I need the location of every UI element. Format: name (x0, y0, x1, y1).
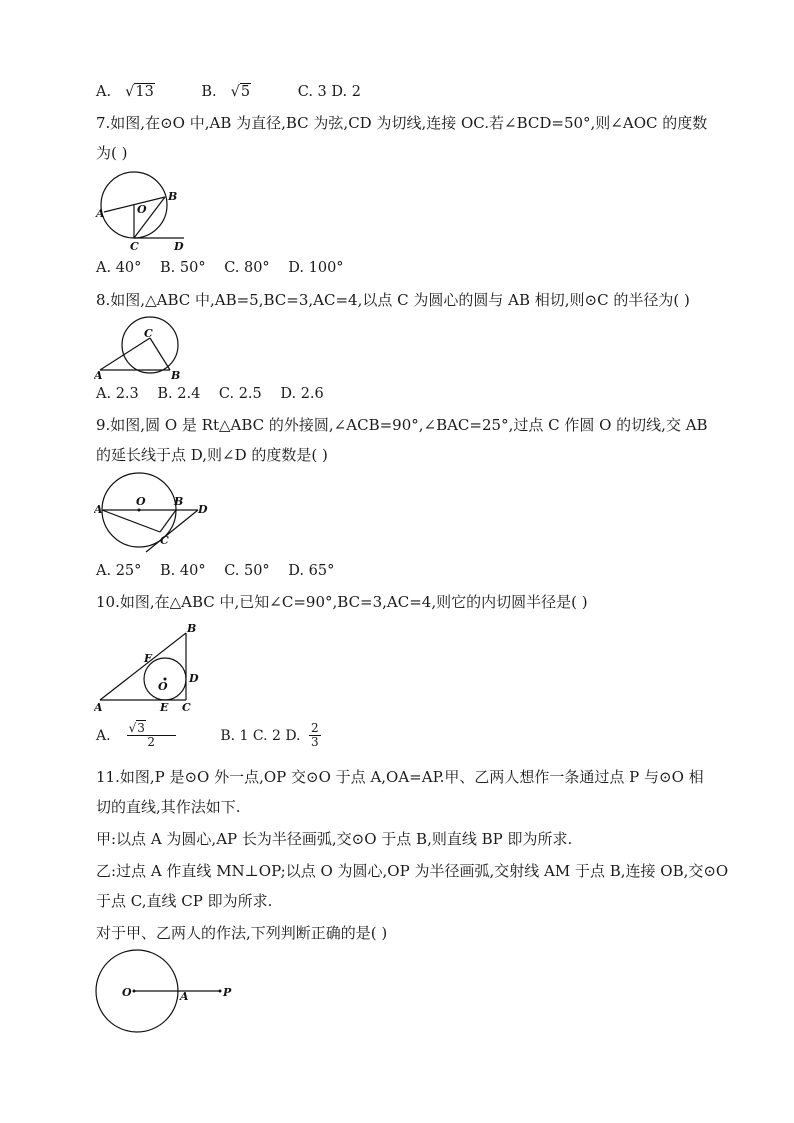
q9-stem-line-1: 9.如图,圆 O 是 Rt△ABC 的外接圆,∠ACB=90°,∠BAC=25°,过点 C 作圆 O 的切线,交 AB (96, 416, 708, 434)
q10-label-c: C (182, 701, 191, 714)
q6-option-b: B. √5 (201, 84, 251, 100)
q9-label-b: B (174, 495, 184, 508)
q6-option-a: A. √13 (96, 84, 154, 100)
q7-options (96, 258, 358, 278)
q7-label-b: B (168, 190, 178, 203)
q9-label-o: O (136, 495, 146, 508)
q10-option-d-fraction: $\frac{2}{3}$ (310, 721, 319, 749)
q7-option-a: A. 40° (96, 260, 142, 276)
q9-label-a: A (94, 503, 103, 516)
q10-label-d: D (189, 672, 199, 685)
q8-stem-line-1: 8.如图,△ABC 中,AB=5,BC=3,AC=4,以点 C 为圆心的圆与 AB 相切,则⊙C 的半径为( ) (96, 291, 690, 309)
q8-option-b: B. 2.4 (157, 386, 201, 402)
q8-option-d: D. 2.6 (280, 386, 324, 402)
q10-label-b: B (187, 622, 197, 635)
q9-option-c: C. 50° (224, 563, 270, 579)
q11-label-p: P (223, 986, 232, 999)
q7-stem-line-2: 为( ) (96, 144, 128, 162)
q11-stem-line-1: 11.如图,P 是⊙O 外一点,OP 交⊙O 于点 A,OA=AP.甲、乙两人想作一条通过点 P 与⊙O 相 (96, 768, 704, 786)
q10-stem-line-1: 10.如图,在△ABC 中,已知∠C=90°,BC=3,AC=4,则它的内切圆半径是( ) (96, 593, 588, 611)
q11-figure (92, 948, 242, 1036)
q9-option-a: A. 25° (96, 563, 142, 579)
q11-label-a: A (180, 990, 189, 1003)
q10-label-o: O (158, 680, 168, 693)
q6-options (96, 82, 375, 102)
q7-option-b: B. 50° (160, 260, 206, 276)
q8-label-b: B (171, 369, 181, 381)
q7-label-o: O (137, 203, 147, 216)
q11-method-yi-line-1: 乙:过点 A 作直线 MN⊥OP;以点 O 为圆心,OP 为半径画弧,交射线 AM 于点 B,连接 OB,交⊙O (96, 862, 729, 880)
q7-figure (94, 170, 194, 254)
q10-options (96, 722, 349, 749)
q9-option-d: D. 65° (288, 563, 335, 579)
q8-label-a: A (94, 369, 103, 381)
q10-label-e: E (160, 701, 169, 714)
q8-option-c: C. 2.5 (218, 386, 262, 402)
q11-label-o: O (122, 986, 132, 999)
q9-figure (94, 468, 214, 556)
q6-option-cd: C. 3 D. 2 (297, 84, 361, 100)
q9-label-d: D (198, 503, 208, 516)
q10-option-bcd: B. 1 C. 2 D. (220, 727, 301, 744)
q10-option-a: A. $\frac{√3}{2}$ (96, 728, 204, 744)
q9-option-b: B. 40° (160, 563, 206, 579)
q7-label-a: A (96, 207, 105, 220)
q7-stem-line-1: 7.如图,在⊙O 中,AB 为直径,BC 为弦,CD 为切线,连接 OC.若∠BCD=50°,则∠AOC 的度数 (96, 114, 708, 132)
q8-figure (94, 315, 194, 381)
q11-stem-line-2: 切的直线,其作法如下. (96, 798, 241, 816)
q7-label-d: D (174, 240, 184, 253)
q8-option-a: A. 2.3 (96, 386, 139, 402)
q9-label-c: C (160, 534, 169, 547)
q7-label-c: C (130, 240, 139, 253)
q8-label-c: C (144, 327, 153, 340)
q11-question: 对于甲、乙两人的作法,下列判断正确的是( ) (96, 924, 388, 942)
q10-label-a: A (94, 701, 103, 714)
q7-option-c: C. 80° (224, 260, 270, 276)
q7-option-d: D. 100° (288, 260, 344, 276)
q9-options (96, 561, 348, 581)
q10-label-f: F (144, 652, 152, 665)
q8-options (96, 384, 338, 404)
q11-method-yi-line-2: 于点 C,直线 CP 即为所求. (96, 892, 273, 910)
q9-stem-line-2: 的延长线于点 D,则∠D 的度数是( ) (96, 446, 328, 464)
q11-method-jia: 甲:以点 A 为圆心,AP 长为半径画弧,交⊙O 于点 B,则直线 BP 即为所求. (96, 830, 573, 848)
q10-figure (94, 620, 214, 714)
